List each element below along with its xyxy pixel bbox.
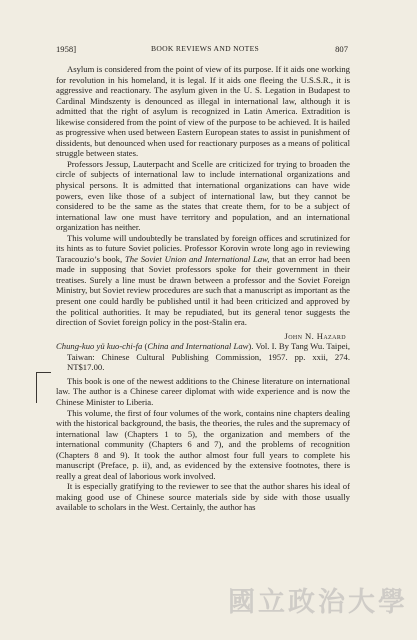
header-page-number: 807 <box>335 44 348 54</box>
header-year: 1958] <box>56 44 77 54</box>
paragraph: Professors Jessup, Lauterpacht and Scelle are criticized for trying to broaden the circle of subjects of international law to include international organizations and physical persons. It is admitted that international organizations can have wide powers, even like those of a subject of international law, but they cannot be considered to be the same as the states that create them, for to be a subject of international law one must have territory and population, and an international organization has neither. <box>56 158 350 233</box>
paragraph: This volume, the first of four volumes of the work, contains nine chapters dealing with the historical background, the basis, the theories, the rules and the supremacy of international law (Chapters 1 to 5), the organization and members of the international community (Chapters 6 and 7), and the problems of recognition (Chapters 8 and 9). It took the author almost four full years to complete his manuscript (Preface, p. ii), and, as evidenced by the extensive footnotes, there is really a great deal of laborious work involved. <box>56 407 350 481</box>
paragraph-text: This volume will undoubtedly be translated by foreign offices and scrutinized for its hints as to future Soviet policies. Professor Korovin wrote long ago in reviewing Taracouzio’s book, <box>56 232 350 264</box>
book-citation-heading <box>56 341 350 373</box>
paragraph: Asylum is considered from the point of view of its purpose. If it aids one working for revolution in his homeland, it is legal. If it aids one fleeing the U.S.S.R., it is aggressive and reactionary. The asylum given in the U. S. Legation in Budapest to Cardinal Mindszenty is denounced as illegal in international law, although it is admitted that the right of asylum is recognized in Latin America. Extradition is likewise considered from the point of view of the purpose to be achieved. It is hailed as progressive when used between Eastern European states to assist in punishment of dissidents, but denounced when used for reactionary purposes as a means of political struggle between states. <box>56 64 350 159</box>
cited-book-title: The Soviet Union and International Law, <box>124 253 270 264</box>
library-watermark: 國立政治大學 <box>228 587 408 618</box>
reviewer-signature: John N. Hazard <box>284 330 346 341</box>
paragraph-text: that an error had been made in supposing that Soviet professors spoke for their government in their treatises. Surely a line must be drawn between a professor and the Soviet Foreign Ministry, but Soviet review procedures are such that a manuscript as important as the present one could hardly be published until it had been criticized and approved by the political authorities. It may be repudiated, but its general tenor suggests the direction of Soviet foreign policy in the post-Stalin era. <box>56 253 351 328</box>
paragraph: It is especially gratifying to the reviewer to see that the author shares his ideal of making good use of Chinese source materials side by side with those usually available to scholars in the West. Certainly, the author has <box>56 481 350 513</box>
margin-bracket-mark <box>36 372 51 403</box>
paragraph <box>56 233 350 328</box>
book-title: Chung-kuo yü kuo-chi-fa <box>56 341 143 352</box>
paragraph: This book is one of the newest additions to the Chinese literature on international law. The author is a Chinese career diplomat with wide experience and is now the Chinese Minister to Liberia. <box>56 375 350 407</box>
header-section-title: BOOK REVIEWS AND NOTES <box>151 44 260 53</box>
book-title-translation: (China and International Law). <box>144 341 254 352</box>
article-body <box>56 64 350 513</box>
citation-details: Vol. I. By Tang Wu. Taipei, Taiwan: Chinese Cultural Publishing Commission, 1957. pp. xxii, 274. NT$17.00. <box>67 341 351 373</box>
